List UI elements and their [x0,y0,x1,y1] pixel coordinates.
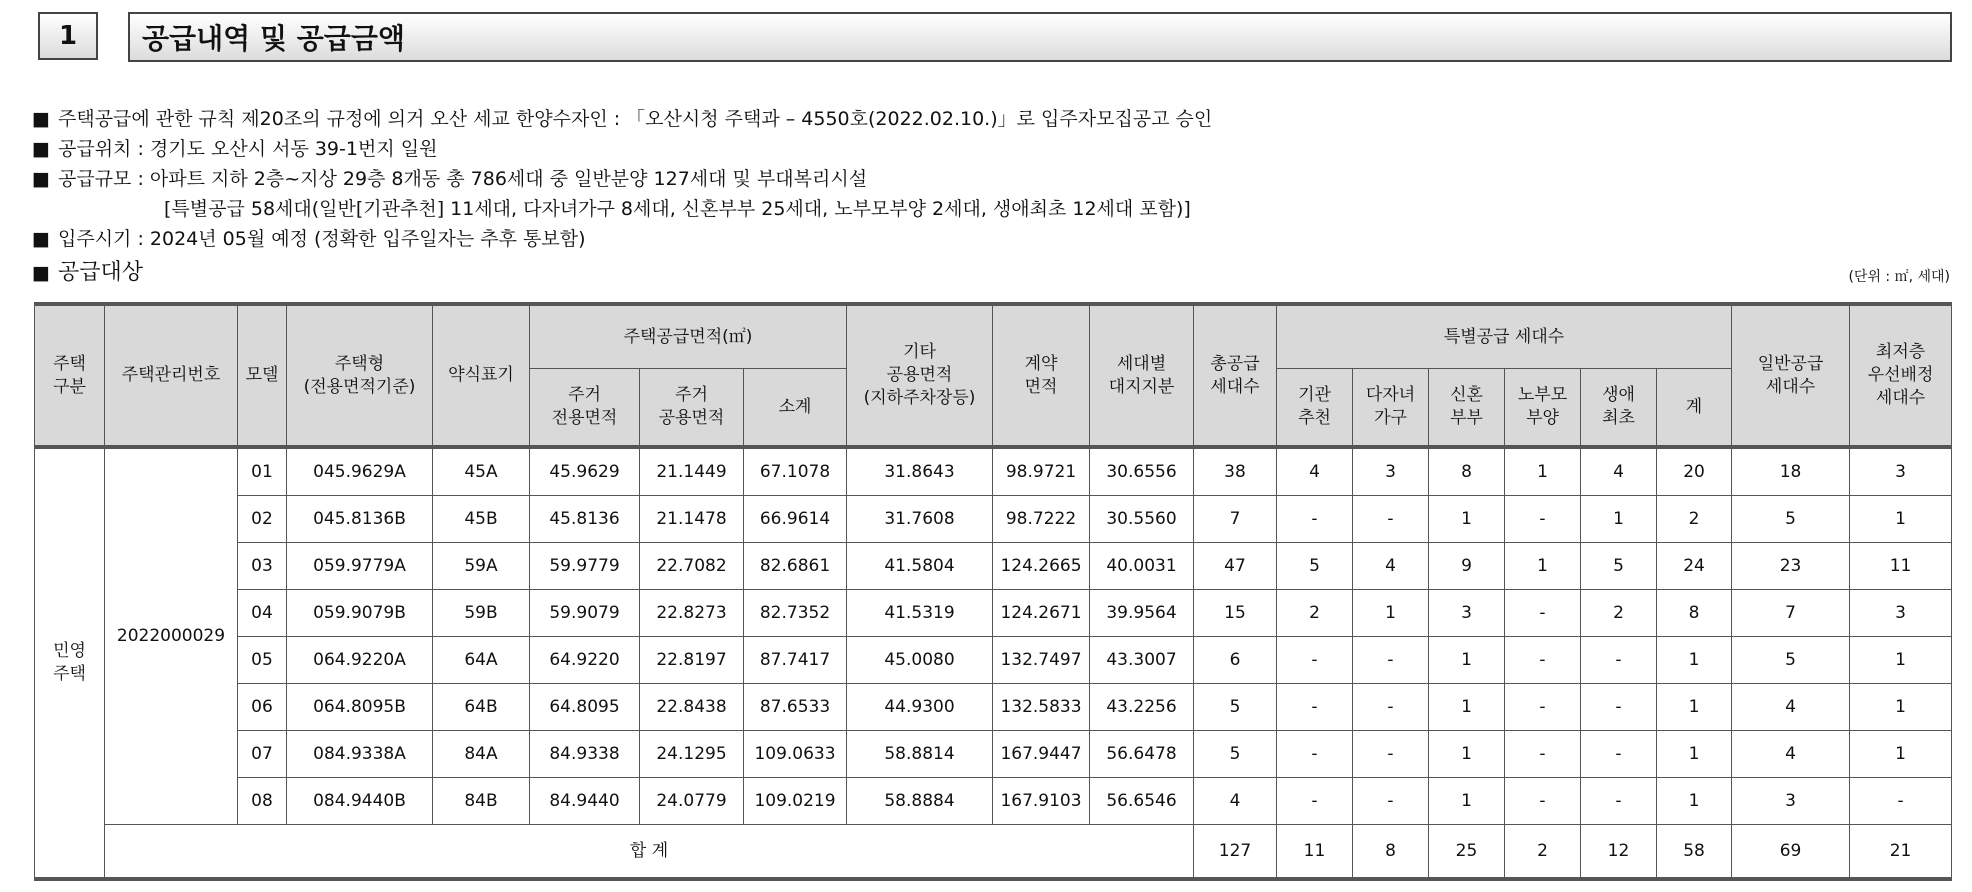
cell-multi-child: 3 [1353,447,1429,496]
cell-contract-area: 167.9447 [993,731,1090,778]
notice-approval: ■ 주택공급에 관한 규칙 제20조의 규정에 의거 오산 세교 한양수자인 : 「오산시청 주택과 – 4550호(2022.02.10.)」로 입주자모집공고 승인 [32,104,1212,134]
cell-subtotal: 109.0633 [744,731,847,778]
cell-newlywed: 1 [1429,637,1505,684]
cell-multi-child: 1 [1353,590,1429,637]
cell-total-units: 38 [1194,447,1277,496]
cell-total-units: 47 [1194,543,1277,590]
cell-multi-child: - [1353,496,1429,543]
table-row [35,447,1952,496]
cell-other-common: 44.9300 [847,684,993,731]
header-special-sum: 계 [1657,369,1732,448]
cell-model: 06 [238,684,287,731]
cell-newlywed: 8 [1429,447,1505,496]
cell-common: 21.1478 [640,496,744,543]
cell-agency: - [1277,637,1353,684]
cell-exclusive: 84.9338 [530,731,640,778]
cell-abbr: 84B [433,778,530,825]
cell-other-common: 41.5804 [847,543,993,590]
cell-multi-child: - [1353,684,1429,731]
cell-model: 03 [238,543,287,590]
header-agency: 기관 추천 [1277,369,1353,448]
cell-special-sum: 1 [1657,731,1732,778]
cell-housing-type: 064.8095B [287,684,433,731]
cell-abbr: 45A [433,447,530,496]
cell-subtotal: 66.9614 [744,496,847,543]
cell-contract-area: 167.9103 [993,778,1090,825]
total-label: 합 계 [105,825,1194,880]
square-bullet-icon: ■ [32,168,50,190]
cell-newlywed: 9 [1429,543,1505,590]
cell-abbr: 64B [433,684,530,731]
cell-housing-type: 045.9629A [287,447,433,496]
total-cell-elderly: 2 [1505,825,1581,880]
cell-newlywed: 1 [1429,778,1505,825]
cell-general: 18 [1732,447,1850,496]
header-supply-area: 주택공급면적(㎡) [530,304,847,369]
cell-subtotal: 67.1078 [744,447,847,496]
header-newlywed: 신혼 부부 [1429,369,1505,448]
header-special: 특별공급 세대수 [1277,304,1732,369]
cell-model: 07 [238,731,287,778]
cell-common: 21.1449 [640,447,744,496]
cell-agency: - [1277,496,1353,543]
cell-elderly: - [1505,731,1581,778]
total-cell-multi-child: 8 [1353,825,1429,880]
cell-housing-type: 064.9220A [287,637,433,684]
header-abbr: 약식표기 [433,304,530,447]
cell-subtotal: 109.0219 [744,778,847,825]
cell-general: 5 [1732,496,1850,543]
cell-land-share: 30.6556 [1090,447,1194,496]
header-contract-area: 계약 면적 [993,304,1090,447]
cell-multi-child: - [1353,637,1429,684]
cell-contract-area: 98.9721 [993,447,1090,496]
unit-note: (단위 : ㎡, 세대) [1848,269,1950,285]
cell-general: 3 [1732,778,1850,825]
cell-exclusive: 64.9220 [530,637,640,684]
cell-abbr: 64A [433,637,530,684]
notice-list [32,104,1212,254]
cell-first-life: 1 [1581,496,1657,543]
cell-housing-type: 045.8136B [287,496,433,543]
cell-contract-area: 132.5833 [993,684,1090,731]
cell-exclusive: 59.9779 [530,543,640,590]
cell-exclusive: 45.8136 [530,496,640,543]
cell-general: 4 [1732,684,1850,731]
total-cell-newlywed: 25 [1429,825,1505,880]
header-multi-child: 다자녀 가구 [1353,369,1429,448]
header-mgmt-no: 주택관리번호 [105,304,238,447]
table-row [35,590,1952,637]
notice-scale: ■ 공급규모 : 아파트 지하 2층~지상 29층 8개동 총 786세대 중 일반분양 127세대 및 부대복리시설 [32,164,1212,194]
cell-exclusive: 59.9079 [530,590,640,637]
cell-multi-child: - [1353,731,1429,778]
cell-first-life: - [1581,637,1657,684]
cell-lowest-floor: 3 [1850,590,1952,637]
cell-special-sum: 1 [1657,778,1732,825]
square-bullet-icon: ■ [32,228,50,250]
cell-general: 5 [1732,637,1850,684]
group-type-cell: 민영 주택 [35,447,105,879]
table-row [35,684,1952,731]
cell-exclusive: 84.9440 [530,778,640,825]
cell-land-share: 43.3007 [1090,637,1194,684]
cell-special-sum: 8 [1657,590,1732,637]
header-land-share: 세대별 대지지분 [1090,304,1194,447]
cell-housing-type: 059.9779A [287,543,433,590]
total-cell-lowest-floor: 21 [1850,825,1952,880]
cell-land-share: 56.6546 [1090,778,1194,825]
cell-subtotal: 87.7417 [744,637,847,684]
header-general: 일반공급 세대수 [1732,304,1850,447]
cell-subtotal: 87.6533 [744,684,847,731]
cell-first-life: 5 [1581,543,1657,590]
header-subtotal: 소계 [744,369,847,448]
cell-subtotal: 82.7352 [744,590,847,637]
table-row [35,637,1952,684]
notice-scale-detail: [특별공급 58세대(일반[기관추천] 11세대, 다자녀가구 8세대, 신혼부부 25세대, 노부모부양 2세대, 생애최초 12세대 포함)] [164,198,1191,220]
square-bullet-icon: ■ [32,262,50,284]
header-common: 주거 공용면적 [640,369,744,448]
header-total-units: 총공급 세대수 [1194,304,1277,447]
cell-first-life: - [1581,731,1657,778]
cell-general: 4 [1732,731,1850,778]
cell-agency: 2 [1277,590,1353,637]
cell-land-share: 39.9564 [1090,590,1194,637]
cell-total-units: 5 [1194,684,1277,731]
cell-land-share: 30.5560 [1090,496,1194,543]
cell-elderly: - [1505,496,1581,543]
cell-abbr: 45B [433,496,530,543]
cell-exclusive: 45.9629 [530,447,640,496]
cell-first-life: 4 [1581,447,1657,496]
cell-contract-area: 124.2665 [993,543,1090,590]
header-housing-type: 주택형 (전용면적기준) [287,304,433,447]
cell-other-common: 31.8643 [847,447,993,496]
cell-total-units: 4 [1194,778,1277,825]
cell-agency: 5 [1277,543,1353,590]
supply-table [34,302,1952,881]
header-lowest-floor: 최저층 우선배정 세대수 [1850,304,1952,447]
cell-general: 7 [1732,590,1850,637]
total-cell-first-life: 12 [1581,825,1657,880]
cell-lowest-floor: - [1850,778,1952,825]
cell-model: 05 [238,637,287,684]
cell-elderly: - [1505,590,1581,637]
cell-agency: - [1277,778,1353,825]
cell-model: 02 [238,496,287,543]
cell-model: 01 [238,447,287,496]
cell-land-share: 40.0031 [1090,543,1194,590]
cell-common: 22.8273 [640,590,744,637]
header-exclusive: 주거 전용면적 [530,369,640,448]
table-row [35,778,1952,825]
cell-other-common: 58.8814 [847,731,993,778]
cell-special-sum: 2 [1657,496,1732,543]
cell-other-common: 58.8884 [847,778,993,825]
cell-newlywed: 3 [1429,590,1505,637]
table-row [35,731,1952,778]
total-cell-total-units: 127 [1194,825,1277,880]
cell-model: 08 [238,778,287,825]
cell-lowest-floor: 3 [1850,447,1952,496]
cell-lowest-floor: 1 [1850,684,1952,731]
cell-other-common: 45.0080 [847,637,993,684]
square-bullet-icon: ■ [32,108,50,130]
cell-special-sum: 1 [1657,684,1732,731]
cell-abbr: 59B [433,590,530,637]
notice-location: ■ 공급위치 : 경기도 오산시 서동 39-1번지 일원 [32,134,1212,164]
total-cell-agency: 11 [1277,825,1353,880]
cell-other-common: 41.5319 [847,590,993,637]
cell-common: 22.8197 [640,637,744,684]
total-cell-special-sum: 58 [1657,825,1732,880]
cell-first-life: - [1581,684,1657,731]
cell-abbr: 84A [433,731,530,778]
cell-special-sum: 20 [1657,447,1732,496]
cell-first-life: 2 [1581,590,1657,637]
header-other-common: 기타 공용면적 (지하주차장등) [847,304,993,447]
header-first-life: 생애 최초 [1581,369,1657,448]
cell-elderly: - [1505,637,1581,684]
cell-agency: - [1277,684,1353,731]
cell-multi-child: 4 [1353,543,1429,590]
cell-contract-area: 98.7222 [993,496,1090,543]
cell-total-units: 5 [1194,731,1277,778]
section-title: 공급내역 및 공급금액 [128,12,1952,62]
cell-newlywed: 1 [1429,731,1505,778]
cell-other-common: 31.7608 [847,496,993,543]
cell-common: 24.1295 [640,731,744,778]
header-model: 모델 [238,304,287,447]
cell-elderly: 1 [1505,447,1581,496]
cell-abbr: 59A [433,543,530,590]
cell-land-share: 43.2256 [1090,684,1194,731]
cell-housing-type: 059.9079B [287,590,433,637]
cell-housing-type: 084.9440B [287,778,433,825]
table-row [35,543,1952,590]
cell-multi-child: - [1353,778,1429,825]
cell-common: 22.8438 [640,684,744,731]
cell-elderly: - [1505,778,1581,825]
cell-subtotal: 82.6861 [744,543,847,590]
cell-newlywed: 1 [1429,684,1505,731]
cell-common: 24.0779 [640,778,744,825]
header-elderly: 노부모 부양 [1505,369,1581,448]
cell-special-sum: 24 [1657,543,1732,590]
table-row [35,496,1952,543]
total-row [35,825,1952,880]
cell-special-sum: 1 [1657,637,1732,684]
header-type: 주택 구분 [35,304,105,447]
cell-land-share: 56.6478 [1090,731,1194,778]
square-bullet-icon: ■ [32,138,50,160]
supply-target-heading: ■ 공급대상 [32,258,143,288]
cell-lowest-floor: 11 [1850,543,1952,590]
cell-agency: 4 [1277,447,1353,496]
group-mgmt-no-cell: 2022000029 [105,447,238,825]
total-cell-general: 69 [1732,825,1850,880]
table-body [35,447,1952,879]
cell-contract-area: 132.7497 [993,637,1090,684]
cell-lowest-floor: 1 [1850,637,1952,684]
cell-newlywed: 1 [1429,496,1505,543]
cell-elderly: - [1505,684,1581,731]
cell-total-units: 15 [1194,590,1277,637]
cell-lowest-floor: 1 [1850,496,1952,543]
cell-housing-type: 084.9338A [287,731,433,778]
cell-total-units: 6 [1194,637,1277,684]
cell-general: 23 [1732,543,1850,590]
section-number: 1 [38,12,98,60]
cell-agency: - [1277,731,1353,778]
notice-move-in: ■ 입주시기 : 2024년 05월 예정 (정확한 입주일자는 추후 통보함) [32,224,1212,254]
cell-first-life: - [1581,778,1657,825]
cell-contract-area: 124.2671 [993,590,1090,637]
cell-lowest-floor: 1 [1850,731,1952,778]
cell-exclusive: 64.8095 [530,684,640,731]
cell-model: 04 [238,590,287,637]
cell-common: 22.7082 [640,543,744,590]
cell-elderly: 1 [1505,543,1581,590]
cell-total-units: 7 [1194,496,1277,543]
